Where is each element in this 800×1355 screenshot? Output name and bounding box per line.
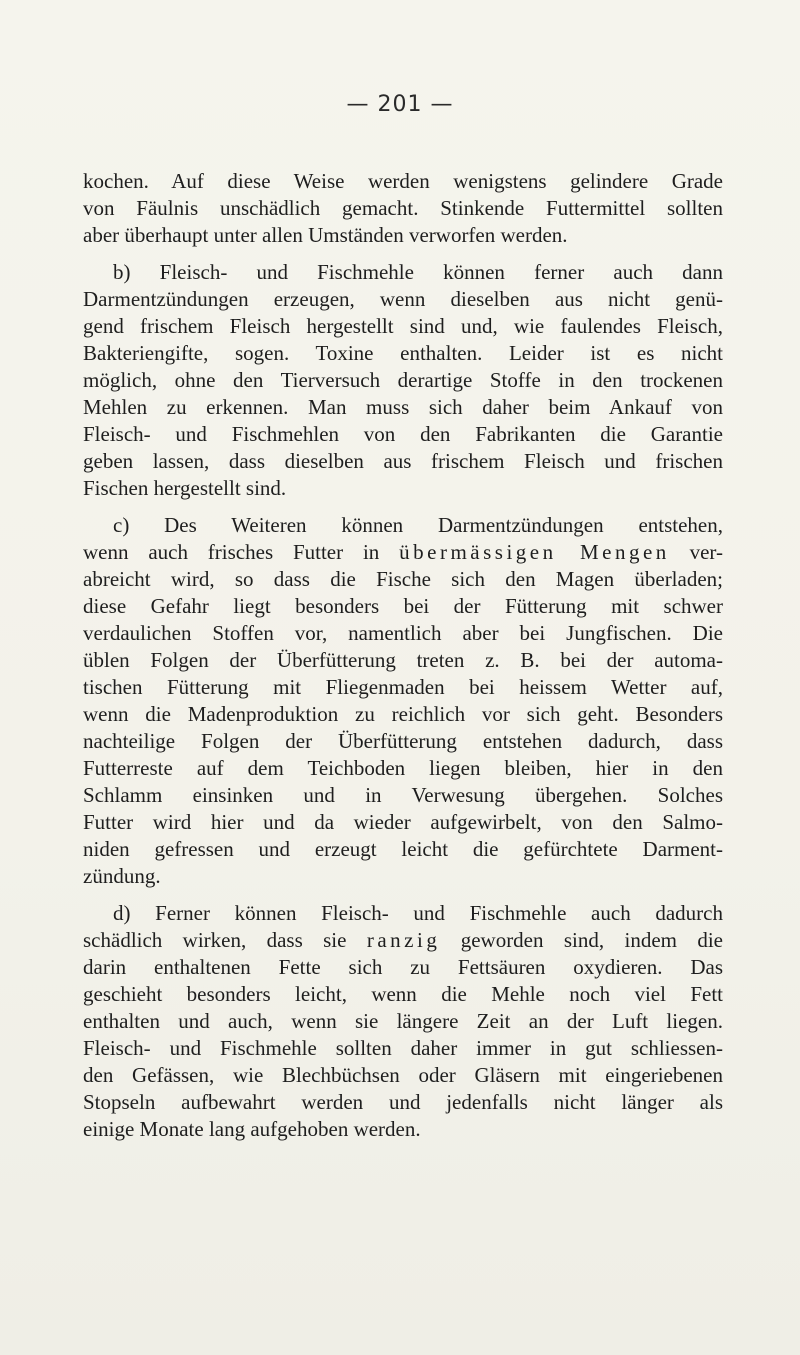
text-line: darin enthaltenen Fette sich zu Fettsäuren oxydieren. Das [83, 955, 723, 979]
text-line: wenn die Madenproduktion zu reichlich vor sich geht. Besonders [83, 702, 723, 726]
paragraph-intro [83, 168, 723, 249]
text-line: Schlamm einsinken und in Verwesung übergehen. Solches [83, 783, 723, 807]
text-line: gend frischem Fleisch hergestellt sind und, wie faulendes Fleisch, [83, 314, 723, 338]
text-line: Mehlen zu erkennen. Man muss sich daher beim Ankauf von [83, 395, 723, 419]
text-line: Futterreste auf dem Teichboden liegen bleiben, hier in den [83, 756, 723, 780]
text-line: Stopseln aufbewahrt werden und jedenfalls nicht länger als [83, 1090, 723, 1114]
text-line: Fleisch- und Fischmehle sollten daher immer in gut schliessen- [83, 1036, 723, 1060]
text-line [83, 539, 723, 566]
text-line: abreicht wird, so dass die Fische sich den Magen überladen; [83, 567, 723, 591]
text-line [83, 927, 723, 954]
text-line: kochen. Auf diese Weise werden wenigstens gelindere Grade [83, 169, 723, 193]
paragraph-c [83, 512, 723, 890]
emphasis-spaced: übermässigen Mengen [399, 540, 670, 564]
text-line: verdaulichen Stoffen vor, namentlich aber bei Jungfischen. Die [83, 621, 723, 645]
text-line: nachteilige Folgen der Überfütterung entstehen dadurch, dass [83, 729, 723, 753]
text-line: niden gefressen und erzeugt leicht die gefürchtete Darment- [83, 837, 723, 861]
text-line: enthalten und auch, wenn sie längere Zeit an der Luft liegen. [83, 1009, 723, 1033]
body-text [83, 168, 723, 1143]
text-line: Bakteriengifte, sogen. Toxine enthalten. Leider ist es nicht [83, 341, 723, 365]
text-line: von Fäulnis unschädlich gemacht. Stinkende Futtermittel sollten [83, 196, 723, 220]
text-line: Fleisch- und Fischmehlen von den Fabrikanten die Garantie [83, 422, 723, 446]
paragraph-d [83, 900, 723, 1143]
text-line: geben lassen, dass dieselben aus frischem Fleisch und frischen [83, 449, 723, 473]
text-line: Fischen hergestellt sind. [83, 476, 287, 500]
page-number: — 201 — [346, 92, 454, 117]
text-line: einige Monate lang aufgehoben werden. [83, 1117, 421, 1141]
text-line: zündung. [83, 864, 161, 888]
paragraph-b [83, 259, 723, 502]
text-line: tischen Fütterung mit Fliegenmaden bei heissem Wetter auf, [83, 675, 723, 699]
text-line: möglich, ohne den Tierversuch derartige Stoffe in den trockenen [83, 368, 723, 392]
text-line: den Gefässen, wie Blechbüchsen oder Gläsern mit eingeriebenen [83, 1063, 723, 1087]
line-segment: schädlich wirken, dass sie [83, 928, 347, 952]
line-segment: geworden sind, indem die [460, 928, 723, 952]
text-line: aber überhaupt unter allen Umständen verworfen werden. [83, 223, 568, 247]
text-line: c) Des Weiteren können Darmentzündungen entstehen, [113, 513, 723, 537]
line-segment: wenn auch frisches Futter in [83, 540, 380, 564]
text-line: diese Gefahr liegt besonders bei der Fütterung mit schwer [83, 594, 723, 618]
emphasis-spaced: ranzig [366, 928, 441, 952]
line-segment: ver- [689, 540, 723, 564]
text-line: b) Fleisch- und Fischmehle können ferner auch dann [113, 260, 723, 284]
text-line: üblen Folgen der Überfütterung treten z. B. bei der automa- [83, 648, 723, 672]
text-line: geschieht besonders leicht, wenn die Mehle noch viel Fett [83, 982, 723, 1006]
text-line: d) Ferner können Fleisch- und Fischmehle auch dadurch [113, 901, 723, 925]
text-line: Futter wird hier und da wieder aufgewirbelt, von den Salmo- [83, 810, 723, 834]
text-line: Darmentzündungen erzeugen, wenn dieselben aus nicht genü- [83, 287, 723, 311]
